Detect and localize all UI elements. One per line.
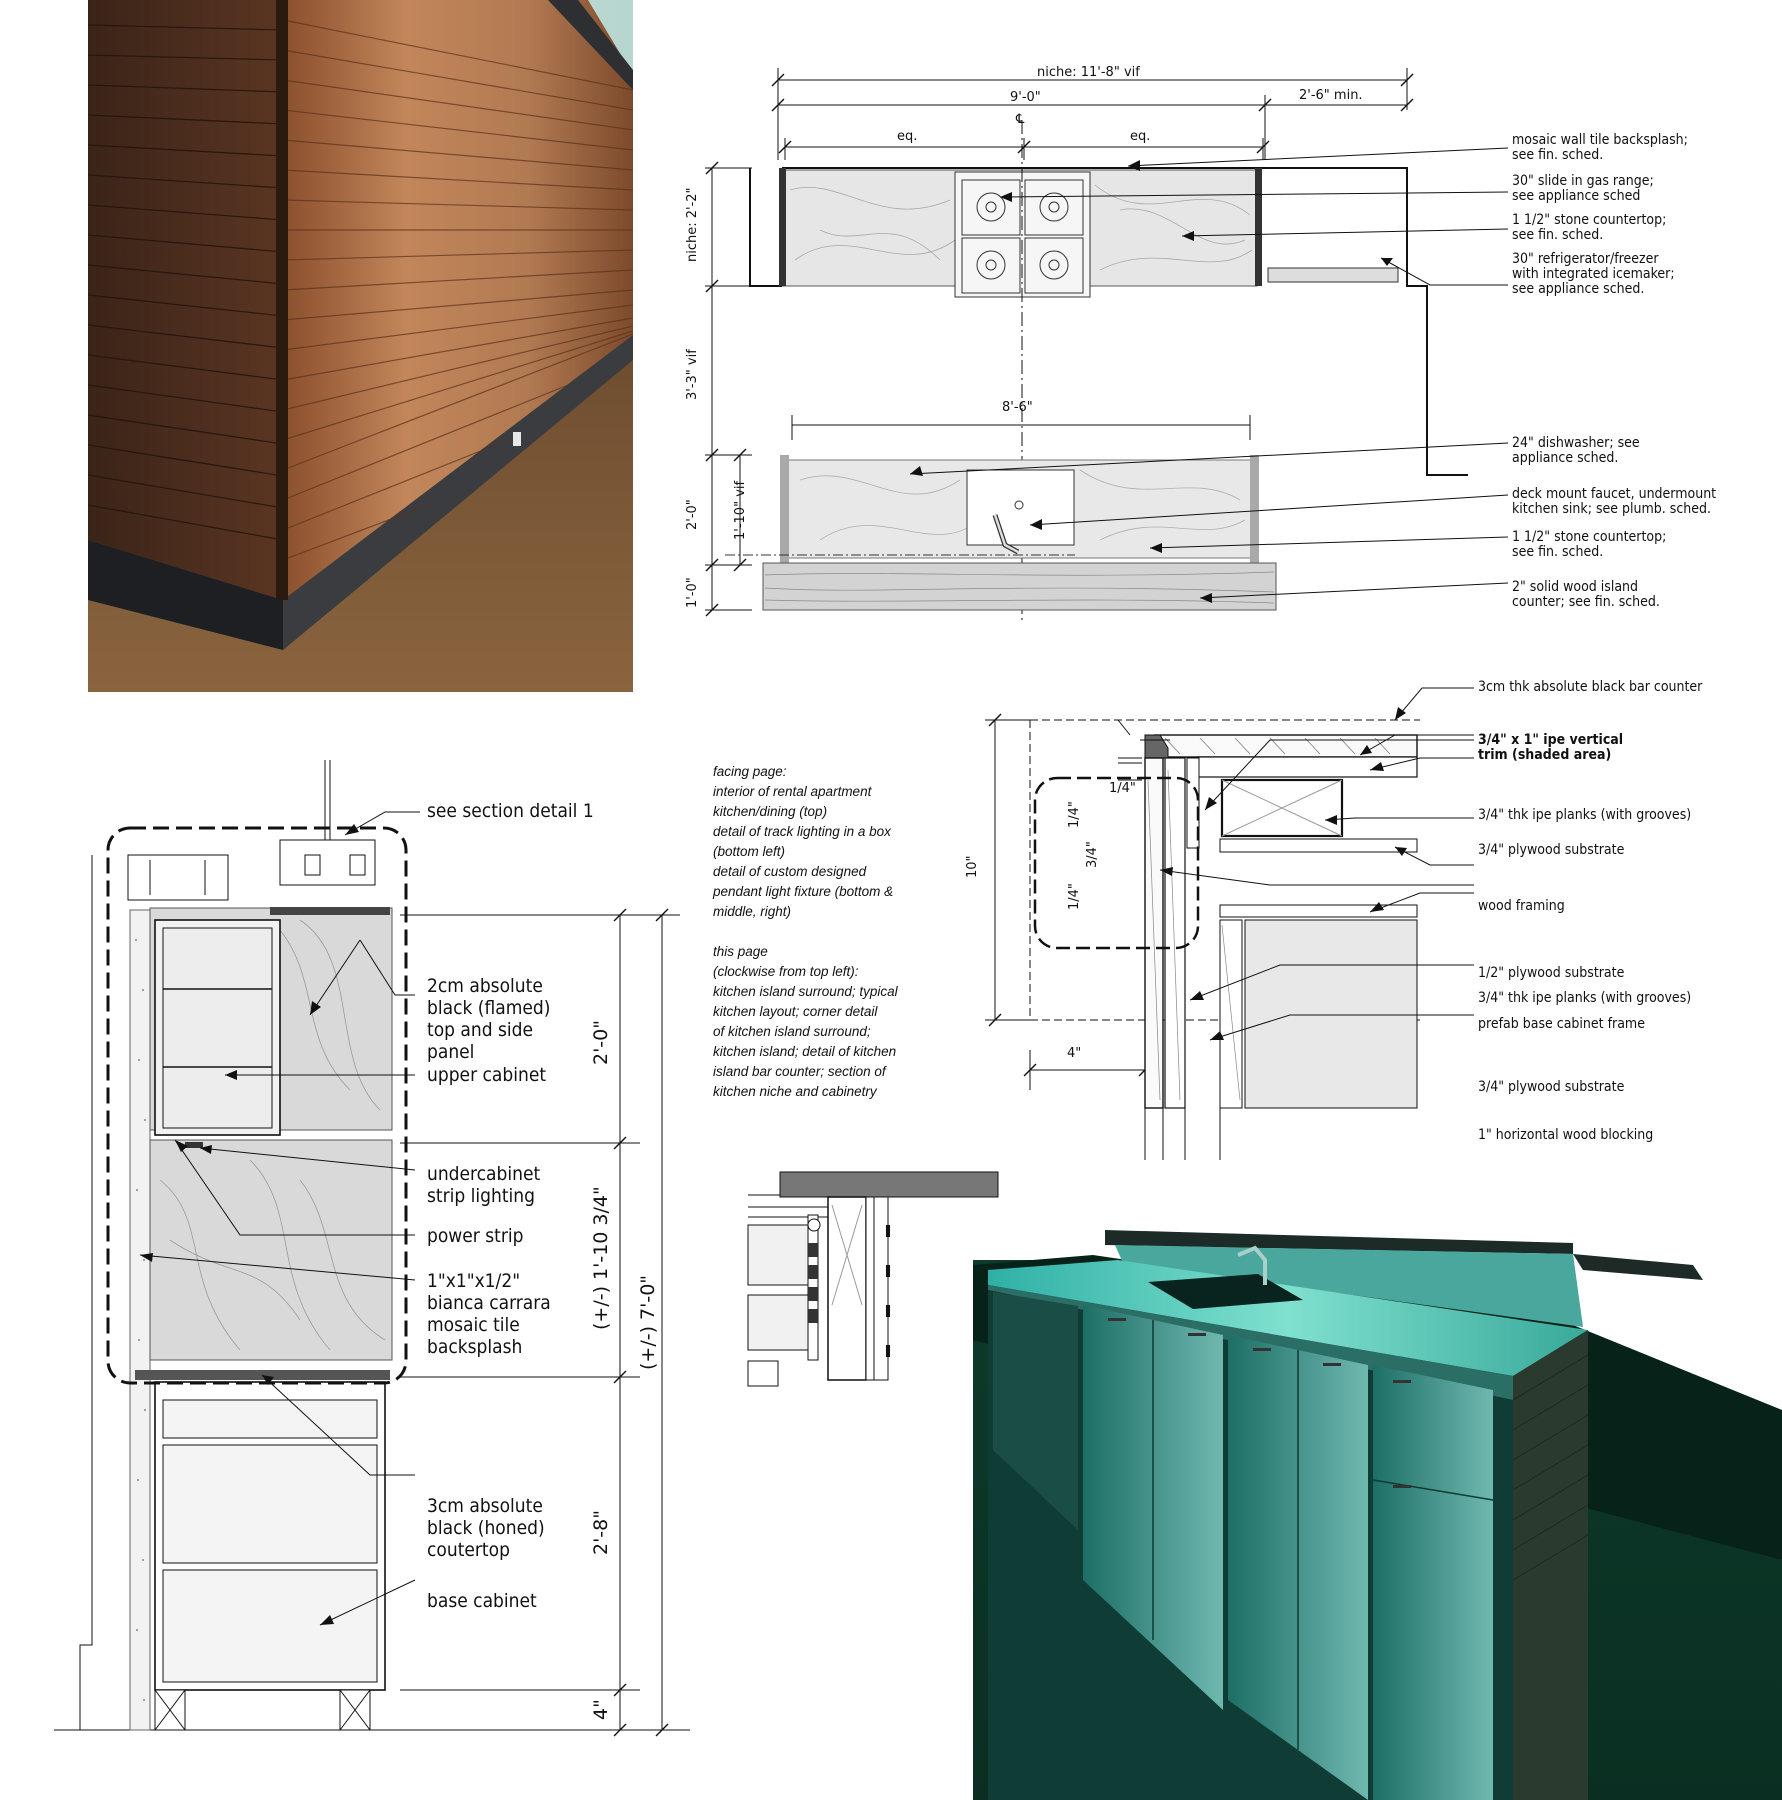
dim-4-base: 4" bbox=[590, 1699, 612, 1720]
label-power-strip: power strip bbox=[427, 1225, 524, 1247]
label-faucet-sink: deck mount faucet, undermount kitchen sink; see plumb. sched. bbox=[1512, 486, 1717, 517]
height-2-0-dim: 2'-0" bbox=[685, 499, 700, 530]
corner-dim-4: 4" bbox=[1067, 1046, 1082, 1061]
label-bar-counter: 3cm thk absolute black bar counter bbox=[1478, 679, 1703, 695]
label-mosaic-tile-backsplash: 1"x1"x1/2" bianca carrara mosaic tile backsplash bbox=[427, 1270, 551, 1358]
corner-dim-quarter-low: 1/4" bbox=[1067, 883, 1082, 910]
label-honed-countertop: 3cm absolute black (honed) coutertop bbox=[427, 1495, 545, 1561]
height-1-10-dim: 1'-10" vif bbox=[733, 480, 748, 540]
dim-7-0: (+/-) 7'-0" bbox=[637, 1274, 659, 1370]
label-ipe-planks-top: 3/4" thk ipe planks (with grooves) bbox=[1478, 807, 1692, 823]
label-ipe-planks-side: 3/4" thk ipe planks (with grooves) bbox=[1478, 990, 1692, 1006]
kitchen-island-photo bbox=[973, 1230, 1782, 1800]
niche-width-dim: niche: 11'-8" vif bbox=[1037, 65, 1140, 80]
corner-dim-10: 10" bbox=[965, 855, 980, 878]
eq-left-dim: eq. bbox=[897, 129, 918, 144]
label-plywood-substrate-low: 3/4" plywood substrate bbox=[1478, 1079, 1625, 1095]
label-plywood-substrate-top: 3/4" plywood substrate bbox=[1478, 842, 1625, 858]
eq-right-dim: eq. bbox=[1130, 129, 1151, 144]
label-stone-countertop-lower: 1 1/2" stone countertop; see fin. sched. bbox=[1512, 529, 1667, 560]
label-base-cabinet: base cabinet bbox=[427, 1590, 537, 1612]
min-2-6-dim: 2'-6" min. bbox=[1299, 88, 1363, 103]
label-ipe-vertical-trim: 3/4" x 1" ipe vertical trim (shaded area) bbox=[1478, 732, 1624, 763]
label-flamed-top-panel: 2cm absolute black (flamed) top and side panel bbox=[427, 975, 551, 1063]
dim-1-10-3-4: (+/-) 1'-10 3/4" bbox=[590, 1186, 612, 1330]
label-mosaic-backsplash: mosaic wall tile backsplash; see fin. sched. bbox=[1512, 132, 1688, 163]
label-see-section-detail: see section detail 1 bbox=[427, 800, 594, 822]
corner-dim-quarter-v: 1/4" bbox=[1067, 801, 1082, 828]
dim-2-8: 2'-8" bbox=[590, 1510, 612, 1555]
width-9-0-dim: 9'-0" bbox=[1010, 90, 1041, 105]
width-8-6-dim: 8'-6" bbox=[1002, 400, 1033, 415]
bar-counter-detail-drawing bbox=[748, 1165, 1008, 1390]
label-wood-framing: wood framing bbox=[1478, 898, 1565, 914]
centerline-symbol: ℄ bbox=[1016, 112, 1025, 127]
label-undercabinet-lighting: undercabinet strip lighting bbox=[427, 1163, 541, 1207]
label-dishwasher: 24" dishwasher; see appliance sched. bbox=[1512, 435, 1640, 466]
label-prefab-frame: prefab base cabinet frame bbox=[1478, 1016, 1645, 1032]
label-upper-cabinet: upper cabinet bbox=[427, 1064, 547, 1086]
niche-height-dim: niche: 2'-2" bbox=[685, 187, 700, 262]
label-gas-range: 30" slide in gas range; see appliance sched bbox=[1512, 173, 1654, 204]
label-horizontal-blocking: 1" horizontal wood blocking bbox=[1478, 1127, 1654, 1143]
corner-dim-quarter-top: 1/4" bbox=[1109, 781, 1136, 796]
dim-2-0-upper: 2'-0" bbox=[590, 1020, 612, 1065]
corner-dim-three-quarter: 3/4" bbox=[1085, 841, 1100, 868]
caption-block: facing page: interior of rental apartment kitchen/dining (top) detail of track lighting in a box (bottom left) detail of custom designed pendant light fixture (bottom & middle, right) this page (clockwise from top left): kitchen island surround; typical kitchen layout; corner detail of kitchen island surround; kitchen island; detail of kitchen island bar counter; section of kitchen niche and cabinetry bbox=[713, 764, 898, 1099]
label-stone-countertop-upper: 1 1/2" stone countertop; see fin. sched. bbox=[1512, 212, 1667, 243]
label-wood-island-counter: 2" solid wood island counter; see fin. sched. bbox=[1512, 579, 1660, 610]
height-3-3-dim: 3'-3" vif bbox=[685, 349, 700, 400]
label-half-plywood: 1/2" plywood substrate bbox=[1478, 965, 1625, 981]
label-refrigerator: 30" refrigerator/freezer with integrated icemaker; see appliance sched. bbox=[1512, 251, 1675, 297]
height-1-0-dim: 1'-0" bbox=[685, 577, 700, 608]
